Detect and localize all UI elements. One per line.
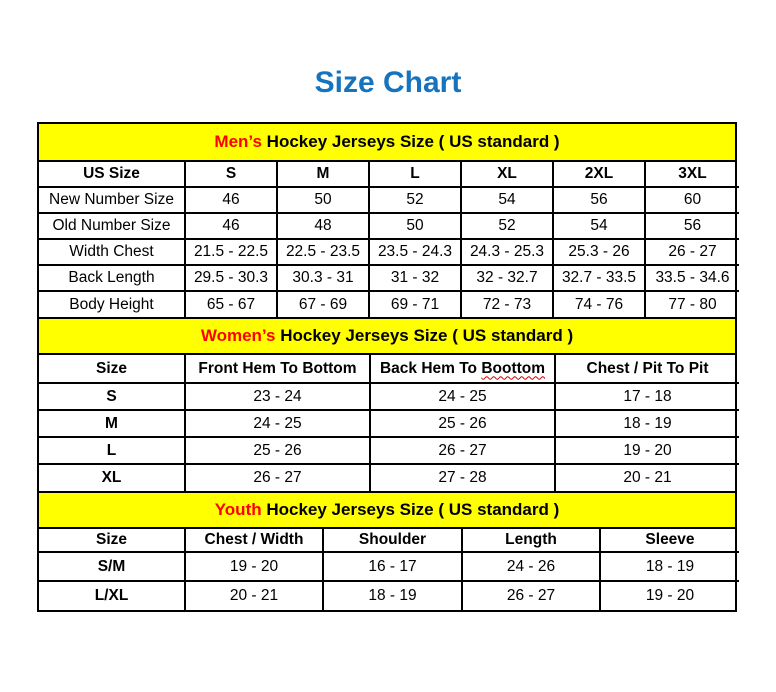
size-cell: 54 <box>553 213 645 239</box>
youth-size-table <box>39 529 739 610</box>
size-cell: 54 <box>461 187 553 213</box>
size-cell: 19 - 20 <box>555 437 739 464</box>
mens-col-header-xl: XL <box>461 162 553 187</box>
size-cell: 50 <box>277 187 369 213</box>
size-cell: 23 - 24 <box>185 383 370 410</box>
size-cell: 29.5 - 30.3 <box>185 265 277 291</box>
row-label: L/XL <box>39 581 185 610</box>
row-label: L <box>39 437 185 464</box>
youth-col-header-length: Length <box>462 529 600 552</box>
mens-col-header-2xl: 2XL <box>553 162 645 187</box>
mens-banner-highlight: Men’s <box>214 132 262 151</box>
mens-row-old-number-size <box>39 213 739 239</box>
size-cell: 56 <box>645 213 739 239</box>
size-cell: 24 - 26 <box>462 552 600 581</box>
size-cell: 69 - 71 <box>369 291 461 317</box>
size-cell: 25 - 26 <box>185 437 370 464</box>
size-cell: 26 - 27 <box>370 437 555 464</box>
youth-col-header-sleeve: Sleeve <box>600 529 739 552</box>
size-cell: 60 <box>645 187 739 213</box>
mens-size-table <box>39 162 739 317</box>
size-cell: 22.5 - 23.5 <box>277 239 369 265</box>
size-cell: 32.7 - 33.5 <box>553 265 645 291</box>
womens-size-table <box>39 355 739 491</box>
size-cell: 72 - 73 <box>461 291 553 317</box>
mens-col-header-l: L <box>369 162 461 187</box>
row-label: Body Height <box>39 291 185 317</box>
womens-col-header-chest: Chest / Pit To Pit <box>555 355 739 383</box>
back-hem-prefix: Back Hem To <box>379 359 482 377</box>
size-cell: 25 - 26 <box>370 410 555 437</box>
womens-banner-text: Hockey Jerseys Size ( US standard ) <box>275 326 574 345</box>
womens-row-xl <box>39 464 739 491</box>
size-cell: 18 - 19 <box>555 410 739 437</box>
size-cell: 26 - 27 <box>462 581 600 610</box>
row-label: M <box>39 410 185 437</box>
mens-row-new-number-size <box>39 187 739 213</box>
size-cell: 46 <box>185 213 277 239</box>
youth-section-banner <box>39 491 735 529</box>
size-cell: 20 - 21 <box>185 581 323 610</box>
size-cell: 24 - 25 <box>370 383 555 410</box>
row-label: XL <box>39 464 185 491</box>
size-cell: 65 - 67 <box>185 291 277 317</box>
size-cell: 56 <box>553 187 645 213</box>
size-cell: 52 <box>369 187 461 213</box>
mens-col-header-m: M <box>277 162 369 187</box>
womens-col-header-size: Size <box>39 355 185 383</box>
womens-col-header-front-hem: Front Hem To Bottom <box>185 355 370 383</box>
size-chart-container <box>37 122 737 612</box>
womens-row-l <box>39 437 739 464</box>
size-cell: 24 - 25 <box>185 410 370 437</box>
size-cell: 31 - 32 <box>369 265 461 291</box>
size-cell: 74 - 76 <box>553 291 645 317</box>
row-label: Back Length <box>39 265 185 291</box>
size-cell: 77 - 80 <box>645 291 739 317</box>
size-cell: 24.3 - 25.3 <box>461 239 553 265</box>
size-cell: 46 <box>185 187 277 213</box>
mens-banner-text: Hockey Jerseys Size ( US standard ) <box>261 132 560 151</box>
youth-banner-text: Hockey Jerseys Size ( US standard ) <box>261 500 560 519</box>
row-label: S/M <box>39 552 185 581</box>
youth-row-lxl <box>39 581 739 610</box>
size-cell: 26 - 27 <box>185 464 370 491</box>
youth-col-header-chest-width: Chest / Width <box>185 529 323 552</box>
womens-section-banner <box>39 317 735 355</box>
size-cell: 50 <box>369 213 461 239</box>
size-cell: 25.3 - 26 <box>553 239 645 265</box>
mens-col-header-3xl: 3XL <box>645 162 739 187</box>
youth-header-row <box>39 529 739 552</box>
row-label: Width Chest <box>39 239 185 265</box>
size-cell: 17 - 18 <box>555 383 739 410</box>
row-label: S <box>39 383 185 410</box>
back-hem-misspelled-word: Boottom <box>481 359 546 377</box>
size-cell: 33.5 - 34.6 <box>645 265 739 291</box>
youth-col-header-size: Size <box>39 529 185 552</box>
size-cell: 18 - 19 <box>600 552 739 581</box>
size-cell: 52 <box>461 213 553 239</box>
mens-row-body-height <box>39 291 739 317</box>
size-cell: 32 - 32.7 <box>461 265 553 291</box>
womens-row-s <box>39 383 739 410</box>
size-cell: 30.3 - 31 <box>277 265 369 291</box>
size-cell: 19 - 20 <box>600 581 739 610</box>
mens-row-width-chest <box>39 239 739 265</box>
row-label: Old Number Size <box>39 213 185 239</box>
mens-section-banner <box>39 124 735 162</box>
womens-header-row <box>39 355 739 383</box>
mens-col-header-s: S <box>185 162 277 187</box>
youth-col-header-shoulder: Shoulder <box>323 529 462 552</box>
size-cell: 23.5 - 24.3 <box>369 239 461 265</box>
size-cell: 26 - 27 <box>645 239 739 265</box>
size-cell: 16 - 17 <box>323 552 462 581</box>
youth-banner-highlight: Youth <box>214 500 262 519</box>
size-cell: 20 - 21 <box>555 464 739 491</box>
mens-header-row <box>39 162 739 187</box>
page-title: Size Chart <box>314 66 462 99</box>
size-cell: 27 - 28 <box>370 464 555 491</box>
size-cell: 48 <box>277 213 369 239</box>
size-cell: 18 - 19 <box>323 581 462 610</box>
mens-row-back-length <box>39 265 739 291</box>
size-cell: 19 - 20 <box>185 552 323 581</box>
size-cell: 67 - 69 <box>277 291 369 317</box>
mens-col-header-us-size: US Size <box>39 162 185 187</box>
row-label: New Number Size <box>39 187 185 213</box>
size-cell: 21.5 - 22.5 <box>185 239 277 265</box>
womens-col-header-back-hem <box>370 355 555 383</box>
womens-banner-highlight: Women’s <box>200 326 276 345</box>
youth-row-sm <box>39 552 739 581</box>
womens-row-m <box>39 410 739 437</box>
